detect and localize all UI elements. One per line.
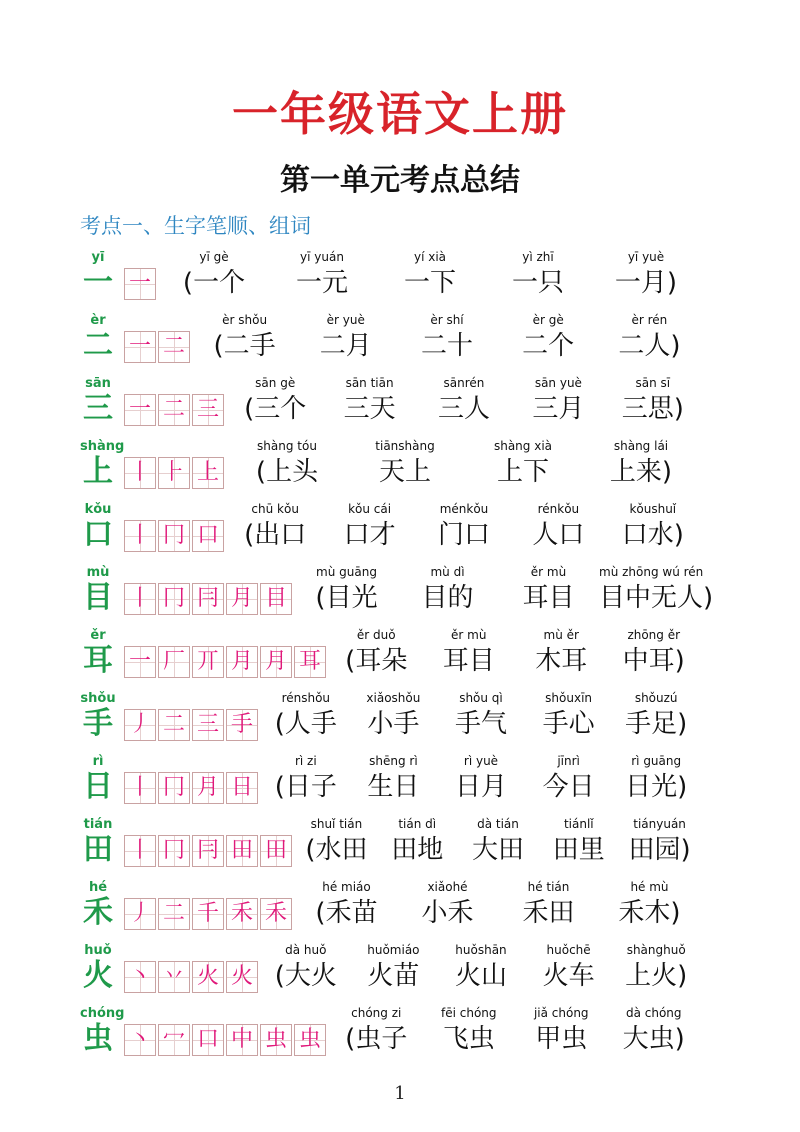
word-pinyin: èr yuè (326, 313, 365, 327)
word-pinyin: xiǎohé (427, 880, 468, 894)
stroke-step: 丨 (128, 460, 151, 485)
word-hanzi: 日光) (625, 772, 688, 802)
word-pinyin: shǒuxīn (545, 691, 593, 705)
word-item (464, 439, 582, 490)
word-item (437, 691, 525, 742)
word-pinyin: èr shǒu (222, 313, 268, 327)
word-pinyin: dà tián (477, 817, 519, 831)
word-item (525, 754, 613, 805)
unit-subtitle: 第一单元考点总结 (280, 163, 520, 198)
word-item (417, 376, 511, 427)
char-pinyin: ěr (90, 628, 106, 643)
word-hanzi: (二手 (213, 331, 276, 361)
word-hanzi: 一月) (614, 268, 678, 298)
word-hanzi: 田园) (628, 835, 691, 865)
word-pinyin: rénshǒu (281, 691, 331, 705)
word-item (228, 376, 322, 427)
char-row (0, 817, 800, 879)
stroke-step: 月 (264, 649, 287, 674)
word-item (262, 691, 350, 742)
word-hanzi: 田里 (552, 835, 605, 865)
word-pinyin: hé mù (630, 880, 669, 894)
word-item (296, 817, 377, 868)
word-pinyin: kǒu cái (348, 502, 392, 516)
word-hanzi: 二个 (522, 331, 575, 361)
stroke-step: 田 (230, 838, 253, 863)
stroke-step: 手 (230, 712, 253, 737)
word-pinyin: huǒmiáo (367, 943, 420, 957)
word-hanzi: (一个 (182, 268, 246, 298)
word-pinyin: dà huǒ (285, 943, 327, 957)
word-hanzi: 上来) (609, 457, 673, 487)
word-pinyin: èr shí (430, 313, 464, 327)
word-item (376, 250, 484, 301)
word-hanzi: 上火) (625, 961, 688, 991)
word-hanzi: 二月 (319, 331, 372, 361)
word-pinyin: ěr mù (530, 565, 567, 579)
char-glyph: 耳 (83, 643, 113, 678)
char-glyph: 上 (83, 454, 113, 489)
word-item (268, 250, 376, 301)
stroke-step: 二 (162, 334, 185, 359)
word-item (295, 313, 396, 364)
word-hanzi: 口才 (343, 520, 396, 550)
word-item (350, 754, 438, 805)
char-row (0, 1006, 800, 1068)
stroke-step: 丨 (128, 523, 151, 548)
stroke-step: 禾 (230, 901, 253, 926)
word-pinyin: huǒshān (455, 943, 507, 957)
stroke-step: 丨 (128, 775, 151, 800)
char-row (0, 439, 800, 501)
word-hanzi: 小禾 (421, 898, 474, 928)
word-hanzi: 目的 (421, 583, 474, 613)
word-pinyin: mù dì (430, 565, 465, 579)
word-hanzi: 耳目 (522, 583, 575, 613)
word-hanzi: 人口 (532, 520, 585, 550)
word-hanzi: 生日 (367, 772, 420, 802)
word-hanzi: 禾木) (618, 898, 681, 928)
word-hanzi: 中耳) (622, 646, 685, 676)
char-row (0, 313, 800, 375)
stroke-step: 三 (196, 712, 219, 737)
word-item (417, 502, 511, 553)
word-hanzi: 三天 (343, 394, 396, 424)
word-hanzi: (水田 (305, 835, 368, 865)
word-hanzi: 三月 (532, 394, 585, 424)
word-item (511, 376, 605, 427)
char-pinyin: yī (91, 250, 105, 265)
word-hanzi: 一下 (403, 268, 456, 298)
word-hanzi: (目光 (315, 583, 378, 613)
word-item (350, 943, 438, 994)
char-glyph: 火 (83, 958, 113, 993)
word-item (437, 943, 525, 994)
stroke-step: 冂 (162, 775, 185, 800)
word-hanzi: (大火 (274, 961, 337, 991)
word-pinyin: ménkǒu (439, 502, 489, 516)
word-list (0, 439, 800, 501)
page-number: 1 (394, 1083, 406, 1104)
word-item (612, 943, 700, 994)
stroke-step: 厂 (162, 649, 185, 674)
word-hanzi: 大虫) (622, 1024, 685, 1054)
word-pinyin: sān gè (255, 376, 296, 390)
stroke-step: 冖 (162, 1027, 185, 1052)
word-hanzi: 火苗 (367, 961, 420, 991)
char-glyph: 田 (83, 832, 113, 867)
word-item (606, 502, 700, 553)
word-item (330, 1006, 423, 1057)
stroke-step: 上 (196, 460, 219, 485)
page-title: 一年级语文上册 (232, 87, 568, 141)
stroke-step: 三 (196, 397, 219, 422)
char-glyph: 禾 (83, 895, 113, 930)
stroke-step: 日 (230, 775, 253, 800)
word-hanzi: 田地 (391, 835, 444, 865)
word-item (296, 880, 397, 931)
word-pinyin: shànghuǒ (626, 943, 686, 957)
char-pinyin: sān (85, 376, 111, 391)
stroke-step: 一 (128, 334, 151, 359)
word-hanzi: 三人 (437, 394, 490, 424)
word-hanzi: (上头 (255, 457, 319, 487)
word-list (0, 817, 800, 879)
char-row (0, 943, 800, 1005)
stroke-step: 一 (128, 271, 151, 296)
word-item (262, 754, 350, 805)
word-hanzi: 一只 (511, 268, 564, 298)
stroke-step: 二 (162, 397, 185, 422)
stroke-step: 丿 (128, 712, 151, 737)
word-pinyin: rì guāng (631, 754, 682, 768)
word-pinyin: hé tián (527, 880, 570, 894)
word-item (437, 754, 525, 805)
stroke-step: 冂 (162, 523, 185, 548)
stroke-step: 二 (162, 712, 185, 737)
word-list (0, 313, 800, 375)
stroke-step: 冂 (162, 838, 185, 863)
word-pinyin: shēng rì (369, 754, 418, 768)
word-item (515, 628, 608, 679)
word-pinyin: yí xià (413, 250, 447, 264)
word-hanzi: 门口 (437, 520, 490, 550)
char-glyph: 一 (83, 265, 113, 300)
word-hanzi: 目中无人) (599, 583, 714, 613)
word-list (0, 1006, 800, 1068)
word-hanzi: 三思) (621, 394, 684, 424)
word-item (377, 817, 458, 868)
word-pinyin: zhōng ěr (627, 628, 681, 642)
word-item (606, 376, 700, 427)
char-glyph: 手 (83, 706, 113, 741)
stroke-step: 目 (264, 586, 287, 611)
char-pinyin: chóng (80, 1006, 125, 1021)
word-pinyin: rénkǒu (537, 502, 580, 516)
char-pinyin: shàng (80, 439, 125, 454)
word-list (0, 628, 800, 690)
stroke-step: 月 (230, 649, 253, 674)
stroke-step: 月 (196, 775, 219, 800)
word-pinyin: tiānshàng (375, 439, 435, 453)
word-list (0, 691, 800, 753)
word-hanzi: (禾苗 (315, 898, 378, 928)
word-item (458, 817, 539, 868)
word-hanzi: 火山 (454, 961, 507, 991)
word-list (0, 754, 800, 816)
word-pinyin: ěr duǒ (356, 628, 396, 642)
word-item (538, 817, 619, 868)
stroke-step: 丶 (128, 1027, 151, 1052)
word-item (350, 691, 438, 742)
word-pinyin: hé miáo (322, 880, 371, 894)
word-pinyin: dà chóng (625, 1006, 682, 1020)
word-pinyin: jīnrì (557, 754, 580, 768)
word-pinyin: yī yuán (300, 250, 344, 264)
word-pinyin: tiánlǐ (563, 817, 594, 831)
word-hanzi: 甲虫 (535, 1024, 588, 1054)
word-hanzi: 手心 (542, 709, 595, 739)
stroke-step: 中 (230, 1027, 253, 1052)
stroke-step: 虫 (298, 1027, 321, 1052)
word-hanzi: 火车 (542, 961, 595, 991)
char-glyph: 三 (83, 391, 113, 426)
word-pinyin: shàng xià (493, 439, 553, 453)
stroke-step: 冂 (162, 586, 185, 611)
stroke-step: 禾 (264, 901, 287, 926)
word-pinyin: sān tiān (345, 376, 394, 390)
word-pinyin: sān yuè (534, 376, 582, 390)
word-pinyin: yī gè (199, 250, 229, 264)
stroke-step: 虫 (264, 1027, 287, 1052)
char-pinyin: èr (90, 313, 106, 328)
word-pinyin: mù zhōng wú rén (599, 565, 704, 579)
word-hanzi: 二十 (420, 331, 473, 361)
stroke-step: 火 (230, 964, 253, 989)
word-hanzi: 上下 (496, 457, 549, 487)
word-item (582, 439, 700, 490)
stroke-step: 口 (196, 523, 219, 548)
section-heading: 考点一、生字笔顺、组词 (80, 214, 311, 238)
word-item (330, 628, 423, 679)
char-pinyin: shǒu (80, 691, 116, 706)
stroke-step: 一 (128, 649, 151, 674)
word-item (511, 502, 605, 553)
stroke-step: 丷 (162, 964, 185, 989)
stroke-step: 口 (196, 1027, 219, 1052)
word-pinyin: mù guāng (316, 565, 377, 579)
stroke-step: 丿 (128, 901, 151, 926)
word-pinyin: yì zhī (522, 250, 554, 264)
word-hanzi: 飞虫 (442, 1024, 495, 1054)
word-hanzi: (虫子 (345, 1024, 408, 1054)
word-pinyin: èr rén (631, 313, 668, 327)
word-item (194, 313, 295, 364)
stroke-step: 二 (162, 901, 185, 926)
stroke-step: 火 (196, 964, 219, 989)
word-item (599, 880, 700, 931)
word-hanzi: 今日 (542, 772, 595, 802)
word-item (262, 943, 350, 994)
word-pinyin: shàng lái (613, 439, 669, 453)
stroke-step: 田 (264, 838, 287, 863)
word-item (296, 565, 397, 616)
word-item (498, 313, 599, 364)
word-pinyin: sānrén (443, 376, 485, 390)
char-row (0, 754, 800, 816)
word-pinyin: shǒu qì (459, 691, 503, 705)
word-item (599, 565, 714, 616)
word-pinyin: tián dì (398, 817, 437, 831)
word-list (0, 943, 800, 1005)
word-hanzi: 禾田 (522, 898, 575, 928)
word-hanzi: 大田 (471, 835, 524, 865)
stroke-step: 丨 (128, 838, 151, 863)
word-pinyin: ěr mù (451, 628, 487, 642)
char-pinyin: mù (86, 565, 110, 580)
word-hanzi: 手足) (625, 709, 688, 739)
word-pinyin: chū kǒu (251, 502, 299, 516)
word-hanzi: 天上 (378, 457, 431, 487)
char-pinyin: huǒ (84, 943, 112, 958)
char-pinyin: hé (88, 880, 108, 895)
stroke-step: 冃 (196, 586, 219, 611)
word-pinyin: tiányuán (633, 817, 686, 831)
char-row (0, 250, 800, 312)
stroke-step: 丨 (128, 586, 151, 611)
char-row (0, 880, 800, 942)
word-list (0, 880, 800, 942)
word-list (0, 376, 800, 438)
word-pinyin: yī yuè (627, 250, 665, 264)
word-item (608, 628, 701, 679)
word-item (322, 502, 416, 553)
word-item (397, 565, 498, 616)
word-pinyin: fēi chóng (440, 1006, 497, 1020)
word-pinyin: jiǎ chóng (533, 1006, 589, 1020)
word-item (228, 439, 346, 490)
word-pinyin: shuǐ tián (310, 817, 363, 831)
stroke-step: 冃 (196, 838, 219, 863)
word-item (592, 250, 700, 301)
word-hanzi: 小手 (367, 709, 420, 739)
char-row (0, 628, 800, 690)
stroke-step: ⺊ (162, 460, 185, 485)
char-pinyin: tián (83, 817, 113, 832)
word-item (498, 880, 599, 931)
word-hanzi: (耳朵 (345, 646, 408, 676)
word-item (612, 754, 700, 805)
word-pinyin: èr gè (532, 313, 564, 327)
stroke-step: 丶 (128, 964, 151, 989)
word-hanzi: 木耳 (535, 646, 588, 676)
word-list (0, 565, 800, 627)
word-hanzi: (日子 (274, 772, 337, 802)
stroke-step: 丌 (196, 649, 219, 674)
word-list (0, 250, 800, 312)
word-hanzi: 手气 (454, 709, 507, 739)
word-hanzi: 二人) (618, 331, 681, 361)
word-item (423, 628, 516, 679)
word-item (396, 313, 497, 364)
char-row (0, 565, 800, 627)
word-hanzi: (出口 (244, 520, 307, 550)
word-item (160, 250, 268, 301)
char-row (0, 502, 800, 564)
word-item (484, 250, 592, 301)
word-hanzi: 一元 (295, 268, 348, 298)
char-pinyin: rì (92, 754, 104, 769)
char-glyph: 目 (83, 580, 113, 615)
char-glyph: 口 (83, 517, 113, 552)
char-row (0, 376, 800, 438)
word-item (525, 691, 613, 742)
word-item (525, 943, 613, 994)
word-list (0, 502, 800, 564)
word-hanzi: (人手 (274, 709, 337, 739)
word-item (498, 565, 599, 616)
word-item (599, 313, 700, 364)
stroke-step: 千 (196, 901, 219, 926)
stroke-step: 一 (128, 397, 151, 422)
word-item (608, 1006, 701, 1057)
char-glyph: 日 (83, 769, 113, 804)
word-pinyin: sān sī (635, 376, 671, 390)
char-pinyin: kǒu (84, 502, 112, 517)
word-hanzi: 口水) (621, 520, 684, 550)
word-pinyin: rì zi (294, 754, 317, 768)
word-pinyin: chóng zi (351, 1006, 402, 1020)
word-item (346, 439, 464, 490)
word-pinyin: kǒushuǐ (629, 502, 677, 516)
word-item (322, 376, 416, 427)
word-pinyin: shǒuzú (634, 691, 678, 705)
char-glyph: 二 (83, 328, 113, 363)
word-item (619, 817, 700, 868)
word-item (228, 502, 322, 553)
char-row (0, 691, 800, 753)
word-hanzi: 耳目 (442, 646, 495, 676)
word-pinyin: rì yuè (463, 754, 499, 768)
char-glyph: 虫 (83, 1021, 113, 1056)
word-item (423, 1006, 516, 1057)
word-hanzi: 日月 (454, 772, 507, 802)
word-pinyin: huǒchē (546, 943, 591, 957)
word-pinyin: mù ěr (543, 628, 579, 642)
word-item (515, 1006, 608, 1057)
word-item (612, 691, 700, 742)
stroke-step: 月 (230, 586, 253, 611)
stroke-step: 耳 (298, 649, 321, 674)
word-item (397, 880, 498, 931)
word-pinyin: xiǎoshǒu (366, 691, 421, 705)
word-pinyin: shàng tóu (257, 439, 317, 453)
word-hanzi: (三个 (244, 394, 307, 424)
